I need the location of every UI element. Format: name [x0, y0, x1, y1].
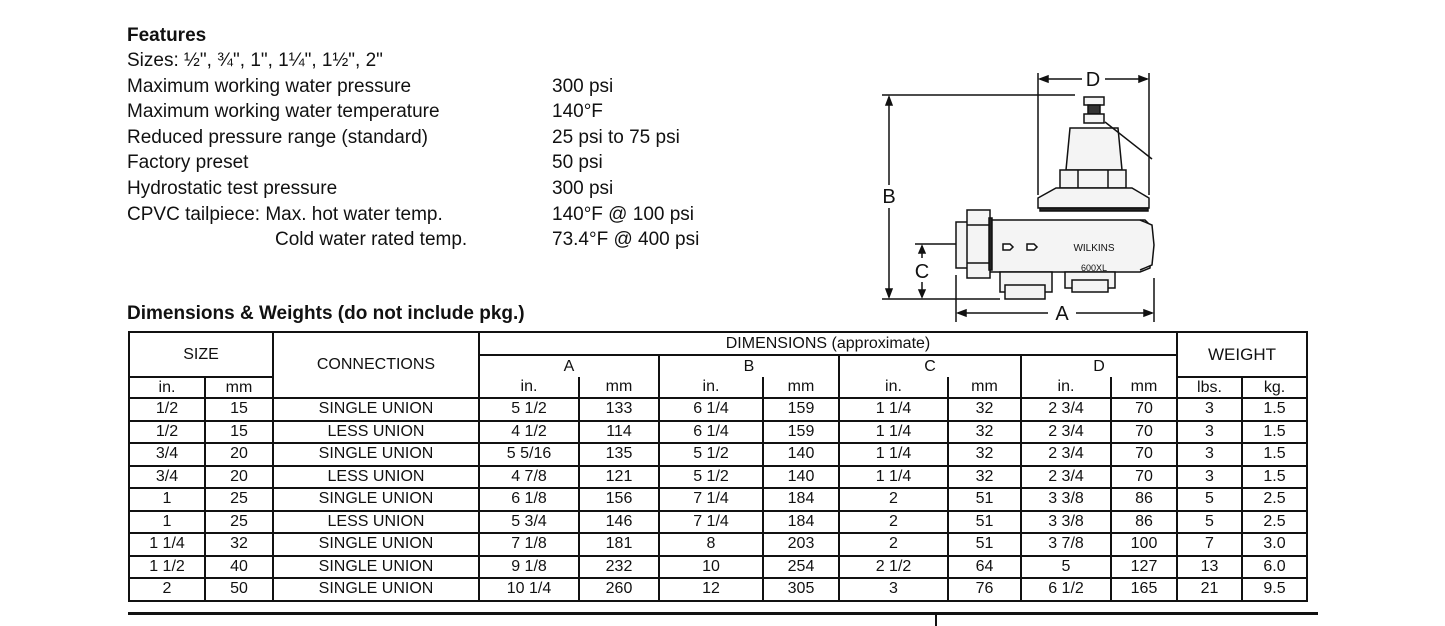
cell-connection: SINGLE UNION — [273, 578, 479, 601]
feature-label: Maximum working water pressure — [127, 75, 412, 97]
cell-lbs: 3 — [1177, 443, 1242, 466]
feature-label: Maximum working water temperature — [127, 101, 440, 123]
table-row — [129, 556, 1307, 579]
cell-c-in: 3 — [839, 578, 948, 601]
cell-d-in: 6 1/2 — [1021, 578, 1111, 601]
header-d-in: in. — [1021, 377, 1111, 398]
feature-row — [127, 99, 603, 125]
cell-a-mm: 121 — [579, 466, 659, 489]
feature-value: 140°F @ 100 psi — [552, 203, 695, 225]
cell-c-mm: 32 — [948, 421, 1021, 444]
features-title: Features — [127, 25, 207, 46]
cell-d-in: 2 3/4 — [1021, 421, 1111, 444]
cell-d-mm: 100 — [1111, 533, 1177, 556]
cell-lbs: 5 — [1177, 511, 1242, 534]
feature-row — [127, 74, 614, 100]
table-row — [129, 488, 1307, 511]
cell-size-mm: 40 — [205, 556, 273, 579]
cell-size-in: 3/4 — [129, 466, 205, 489]
cell-b-mm: 305 — [763, 578, 839, 601]
header-a-mm: mm — [579, 377, 659, 398]
feature-sizes — [127, 48, 383, 74]
cell-lbs: 13 — [1177, 556, 1242, 579]
cell-b-mm: 140 — [763, 443, 839, 466]
feature-value: 140°F — [552, 101, 603, 123]
cell-c-mm: 76 — [948, 578, 1021, 601]
c-label: C — [914, 261, 930, 283]
cell-a-mm: 146 — [579, 511, 659, 534]
cell-c-in: 2 — [839, 511, 948, 534]
cell-c-mm: 32 — [948, 398, 1021, 421]
header-a-in: in. — [479, 377, 579, 398]
cell-d-mm: 70 — [1111, 421, 1177, 444]
cell-size-in: 1/2 — [129, 421, 205, 444]
cell-kg: 1.5 — [1242, 466, 1307, 489]
cell-kg: 1.5 — [1242, 421, 1307, 444]
cell-b-mm: 184 — [763, 488, 839, 511]
cell-c-mm: 32 — [948, 443, 1021, 466]
cell-d-in: 2 3/4 — [1021, 443, 1111, 466]
cell-connection: SINGLE UNION — [273, 533, 479, 556]
cell-size-mm: 15 — [205, 421, 273, 444]
feature-label: Hydrostatic test pressure — [127, 177, 338, 199]
cell-b-mm: 203 — [763, 533, 839, 556]
cell-c-in: 1 1/4 — [839, 443, 948, 466]
d-label: D — [1085, 69, 1101, 91]
cell-c-mm: 51 — [948, 511, 1021, 534]
cell-d-in: 3 3/8 — [1021, 488, 1111, 511]
cell-d-mm: 127 — [1111, 556, 1177, 579]
cell-c-in: 1 1/4 — [839, 466, 948, 489]
table-row — [129, 398, 1307, 421]
header-c-in: in. — [839, 377, 948, 398]
cell-kg: 1.5 — [1242, 398, 1307, 421]
b-label: B — [882, 186, 896, 208]
cell-lbs: 3 — [1177, 466, 1242, 489]
cell-lbs: 7 — [1177, 533, 1242, 556]
header-c: C — [839, 355, 1021, 377]
cell-b-in: 7 1/4 — [659, 511, 763, 534]
cell-a-mm: 260 — [579, 578, 659, 601]
cell-b-in: 12 — [659, 578, 763, 601]
table-row — [129, 533, 1307, 556]
cell-size-mm: 20 — [205, 466, 273, 489]
cell-connection: LESS UNION — [273, 421, 479, 444]
cell-b-mm: 159 — [763, 398, 839, 421]
cell-d-mm: 70 — [1111, 466, 1177, 489]
feature-row — [127, 227, 700, 253]
cell-a-in: 4 7/8 — [479, 466, 579, 489]
cell-lbs: 3 — [1177, 421, 1242, 444]
dimensions-table — [128, 331, 1308, 602]
cell-kg: 2.5 — [1242, 511, 1307, 534]
cell-a-mm: 133 — [579, 398, 659, 421]
feature-value: 25 psi to 75 psi — [552, 126, 680, 148]
header-size: SIZE — [129, 332, 273, 377]
bottom-divider — [128, 612, 1318, 615]
cell-a-mm: 181 — [579, 533, 659, 556]
bottom-divider-tick — [935, 614, 937, 626]
cell-kg: 3.0 — [1242, 533, 1307, 556]
cell-connection: SINGLE UNION — [273, 443, 479, 466]
cell-a-in: 5 5/16 — [479, 443, 579, 466]
cell-c-mm: 32 — [948, 466, 1021, 489]
feature-label: Cold water rated temp. — [275, 229, 468, 251]
cell-b-in: 6 1/4 — [659, 398, 763, 421]
cell-connection: SINGLE UNION — [273, 398, 479, 421]
cell-d-mm: 70 — [1111, 443, 1177, 466]
cell-b-mm: 140 — [763, 466, 839, 489]
cell-b-mm: 159 — [763, 421, 839, 444]
cell-b-mm: 184 — [763, 511, 839, 534]
header-weight-lbs: lbs. — [1177, 377, 1242, 398]
cell-a-mm: 135 — [579, 443, 659, 466]
cell-c-in: 2 1/2 — [839, 556, 948, 579]
valve-body — [956, 97, 1154, 299]
header-d: D — [1021, 355, 1177, 377]
cell-kg: 1.5 — [1242, 443, 1307, 466]
dimensions-table-body — [129, 398, 1307, 601]
feature-row — [127, 150, 603, 176]
dimensions-title: Dimensions & Weights (do not include pkg.) — [127, 303, 525, 324]
cell-a-in: 4 1/2 — [479, 421, 579, 444]
cell-connection: LESS UNION — [273, 466, 479, 489]
cell-b-in: 6 1/4 — [659, 421, 763, 444]
cell-size-in: 1 — [129, 488, 205, 511]
cell-a-in: 5 1/2 — [479, 398, 579, 421]
cell-d-mm: 165 — [1111, 578, 1177, 601]
cell-a-mm: 232 — [579, 556, 659, 579]
features-section — [127, 24, 700, 253]
cell-kg: 2.5 — [1242, 488, 1307, 511]
cell-b-in: 10 — [659, 556, 763, 579]
cell-c-in: 1 1/4 — [839, 421, 948, 444]
header-a: A — [479, 355, 659, 377]
header-b-in: in. — [659, 377, 763, 398]
cell-a-in: 7 1/8 — [479, 533, 579, 556]
flow-arrow-icon — [1027, 244, 1037, 250]
feature-row — [127, 176, 614, 202]
header-weight: WEIGHT — [1177, 332, 1307, 377]
cell-size-in: 1/2 — [129, 398, 205, 421]
cell-b-in: 5 1/2 — [659, 466, 763, 489]
cell-d-in: 3 3/8 — [1021, 511, 1111, 534]
cell-size-in: 3/4 — [129, 443, 205, 466]
cell-c-mm: 51 — [948, 488, 1021, 511]
cell-a-mm: 156 — [579, 488, 659, 511]
table-row — [129, 511, 1307, 534]
cell-b-in: 8 — [659, 533, 763, 556]
cell-c-mm: 64 — [948, 556, 1021, 579]
cell-a-in: 10 1/4 — [479, 578, 579, 601]
cell-c-mm: 51 — [948, 533, 1021, 556]
header-size-in: in. — [129, 377, 205, 398]
feature-sizes-text: Sizes: ½", ¾", 1", 1¼", 1½", 2" — [127, 50, 383, 71]
feature-label: Reduced pressure range (standard) — [127, 126, 429, 148]
valve-diagram — [860, 60, 1180, 330]
cell-d-in: 2 3/4 — [1021, 466, 1111, 489]
feature-value: 50 psi — [552, 152, 603, 174]
header-c-mm: mm — [948, 377, 1021, 398]
feature-label: CPVC tailpiece: Max. hot water temp. — [127, 203, 443, 225]
cell-kg: 9.5 — [1242, 578, 1307, 601]
header-weight-kg: kg. — [1242, 377, 1307, 398]
cell-connection: SINGLE UNION — [273, 556, 479, 579]
cell-a-in: 9 1/8 — [479, 556, 579, 579]
header-size-mm: mm — [205, 377, 273, 398]
table-row — [129, 443, 1307, 466]
cell-b-in: 5 1/2 — [659, 443, 763, 466]
cell-c-in: 2 — [839, 488, 948, 511]
cell-lbs: 21 — [1177, 578, 1242, 601]
header-connections: CONNECTIONS — [273, 332, 479, 398]
cell-size-mm: 32 — [205, 533, 273, 556]
cell-lbs: 3 — [1177, 398, 1242, 421]
valve-brand-label: WILKINS — [1073, 243, 1115, 254]
cell-size-in: 1 1/4 — [129, 533, 205, 556]
feature-row — [127, 125, 680, 151]
cell-c-in: 2 — [839, 533, 948, 556]
header-b: B — [659, 355, 839, 377]
cell-d-mm: 86 — [1111, 511, 1177, 534]
cell-b-in: 7 1/4 — [659, 488, 763, 511]
cell-kg: 6.0 — [1242, 556, 1307, 579]
cell-b-mm: 254 — [763, 556, 839, 579]
cell-size-in: 2 — [129, 578, 205, 601]
flow-arrow-icon — [1003, 244, 1013, 250]
cell-size-in: 1 — [129, 511, 205, 534]
table-row — [129, 466, 1307, 489]
cell-connection: LESS UNION — [273, 511, 479, 534]
cell-a-in: 6 1/8 — [479, 488, 579, 511]
feature-label: Factory preset — [127, 152, 249, 174]
cell-a-mm: 114 — [579, 421, 659, 444]
cell-lbs: 5 — [1177, 488, 1242, 511]
cell-size-mm: 15 — [205, 398, 273, 421]
cell-d-in: 5 — [1021, 556, 1111, 579]
cell-d-in: 2 3/4 — [1021, 398, 1111, 421]
cell-size-mm: 25 — [205, 511, 273, 534]
table-row — [129, 578, 1307, 601]
cell-size-mm: 20 — [205, 443, 273, 466]
cell-connection: SINGLE UNION — [273, 488, 479, 511]
a-label: A — [1055, 303, 1069, 325]
feature-value: 300 psi — [552, 177, 614, 199]
feature-value: 300 psi — [552, 75, 614, 97]
table-row — [129, 421, 1307, 444]
cell-size-mm: 25 — [205, 488, 273, 511]
cell-d-mm: 86 — [1111, 488, 1177, 511]
cell-size-in: 1 1/2 — [129, 556, 205, 579]
header-dimensions: DIMENSIONS (approximate) — [479, 332, 1177, 355]
cell-d-mm: 70 — [1111, 398, 1177, 421]
cell-d-in: 3 7/8 — [1021, 533, 1111, 556]
cell-a-in: 5 3/4 — [479, 511, 579, 534]
header-d-mm: mm — [1111, 377, 1177, 398]
header-b-mm: mm — [763, 377, 839, 398]
cell-c-in: 1 1/4 — [839, 398, 948, 421]
feature-row — [127, 202, 695, 228]
valve-model-label: 600XL — [1080, 263, 1108, 273]
feature-value: 73.4°F @ 400 psi — [552, 229, 700, 251]
cell-size-mm: 50 — [205, 578, 273, 601]
